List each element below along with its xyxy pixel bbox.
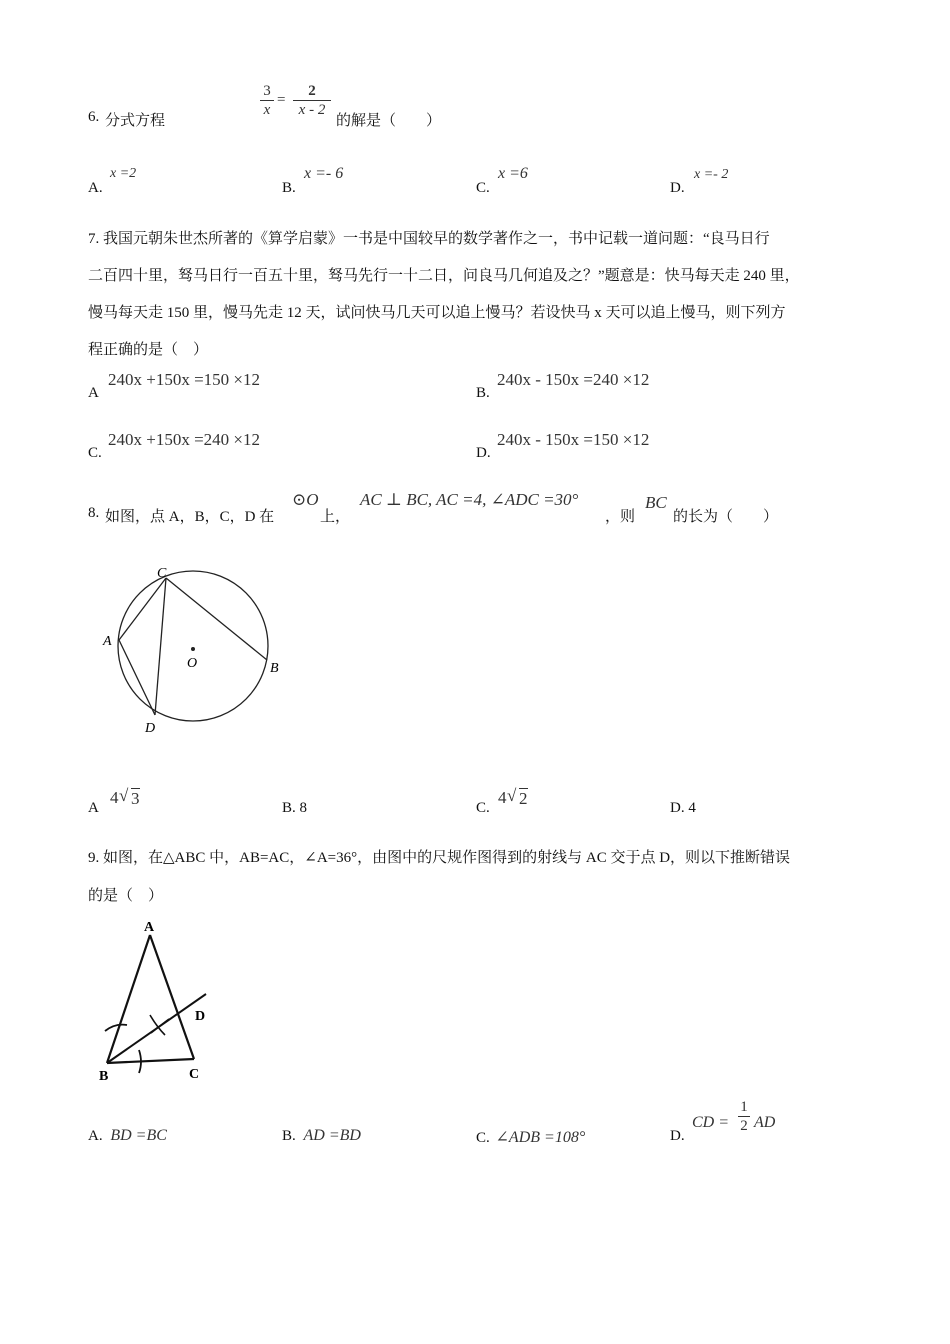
q9-option-a[interactable] <box>88 1127 167 1145</box>
q6-option-d-value: x =- 2 <box>694 167 729 182</box>
q7-option-a-value: 240x +150x =150 ×12 <box>108 370 261 389</box>
q6-option-d-label: D. <box>670 180 685 196</box>
q8-option-a-coef: 4 <box>110 788 119 807</box>
q9-line-2: 的是（ ） <box>88 888 164 904</box>
q6-option-a-label: A. <box>88 180 103 196</box>
q8-label-d: D <box>145 721 156 736</box>
q6-option-c-label: C. <box>476 180 490 196</box>
q9-option-c-label: C. <box>476 1130 490 1146</box>
q7-line-2: 二百四十里，驽马日行一百五十里，驽马先行一十二日，问良马几何追及之？”题意是：快马每天走 240 里， <box>88 268 800 284</box>
q9-option-d-lhs: CD = <box>692 1114 730 1131</box>
q7-option-d-label: D. <box>476 445 491 461</box>
q6-lhs-den: x <box>260 100 274 119</box>
q8-text-3: ，则 <box>605 509 636 525</box>
q7-line-3: 慢马每天走 150 里，慢马先走 12 天，试问快马几天可以追上慢马？若设快马 x 天可以追上慢马，则下列方 <box>88 305 786 321</box>
q9-option-a-value: BD =BC <box>110 1127 167 1144</box>
q6-lhs-fraction <box>260 82 274 119</box>
q8-option-a-radical: √ <box>119 786 129 805</box>
q7-option-b-label: B. <box>476 385 490 401</box>
q9-option-d-label: D. <box>670 1128 685 1144</box>
q8-label-o: O <box>187 656 198 671</box>
q9-label-a: A <box>144 920 155 935</box>
q9-option-d-num: 1 <box>738 1098 750 1117</box>
q8-option-c-radical: √ <box>507 786 517 805</box>
q8-segment-cb <box>166 578 267 660</box>
q9-side-bc <box>107 1059 194 1063</box>
q8-segment-cd <box>155 578 166 715</box>
q8-circle <box>118 571 268 721</box>
q8-option-c-radicand: 2 <box>519 789 528 808</box>
q9-option-c-value: ∠ADB =108° <box>495 1129 586 1146</box>
q7-option-b-value: 240x - 150x =240 ×12 <box>497 370 650 389</box>
q8-label-b: B <box>270 661 279 676</box>
q6-option-a-value: x =2 <box>110 166 137 181</box>
q6-text-before: 分式方程 <box>105 113 166 129</box>
q8-option-c-label: C. <box>476 800 490 816</box>
q8-option-c-coef: 4 <box>498 788 507 807</box>
q8-label-c: C <box>157 566 167 581</box>
q9-option-a-label: A. <box>88 1128 103 1144</box>
q9-label-b: B <box>99 1069 109 1084</box>
q7-option-c-label: C. <box>88 445 102 461</box>
q8-text-2: 上， <box>320 509 351 525</box>
q8-option-a-radicand: 3 <box>131 789 140 808</box>
q9-option-c[interactable] <box>476 1127 585 1147</box>
q9-option-b[interactable] <box>282 1127 361 1145</box>
q9-label-c: C <box>189 1067 200 1082</box>
q7-line-1: 7. 我国元朝朱世杰所著的《算学启蒙》一书是中国较早的数学著作之一，书中记载一道问题：“良马日行 <box>88 231 770 247</box>
q9-option-d-fraction <box>738 1098 750 1135</box>
q8-segment-ca <box>119 578 166 640</box>
q9-line-1: 9. 如图，在△ABC 中，AB=AC，∠A=36°，由图中的尺规作图得到的射线与 AC 交于点 D，则以下推断错误 <box>88 850 791 866</box>
q8-condition: AC ⊥ BC, AC =4, ∠ADC =30° <box>360 490 579 509</box>
q8-option-d-label: D. 4 <box>670 800 696 816</box>
q8-option-b-label: B. 8 <box>282 800 308 816</box>
q6-rhs-den: x - 2 <box>298 102 326 118</box>
q9-triangle-figure <box>95 915 225 1085</box>
q8-circle-o: ⊙O <box>292 490 319 509</box>
q6-option-b-label: B. <box>282 180 296 196</box>
q7-option-a-label: A <box>88 385 99 401</box>
q9-label-d: D <box>195 1009 206 1024</box>
q9-arc-ab <box>105 1025 127 1031</box>
q8-center-dot <box>191 647 195 651</box>
q8-circle-figure <box>95 560 295 740</box>
q8-text-4: 的长为（ ） <box>673 509 779 525</box>
q6-option-c-value: x =6 <box>498 165 528 182</box>
q9-side-ac <box>150 935 194 1059</box>
q6-eq-sign: = <box>277 92 286 108</box>
q6-rhs-fraction <box>293 82 331 119</box>
q7-line-4: 程正确的是（ ） <box>88 342 209 358</box>
q8-option-a-label: A <box>88 800 99 816</box>
q8-text-1: 如图，点 A，B，C，D 在 <box>105 509 275 525</box>
q7-option-d-value: 240x - 150x =150 ×12 <box>497 430 650 449</box>
q8-target-bc: BC <box>645 493 667 512</box>
q6-text-after: 的解是（ ） <box>336 113 442 129</box>
q8-label-a: A <box>103 634 112 649</box>
q6-rhs-num: 2 <box>293 82 331 101</box>
q8-number: 8. <box>88 505 100 521</box>
q6-number: 6. <box>88 109 100 125</box>
q9-option-d-rhs: AD <box>754 1114 776 1131</box>
q6-lhs-num: 3 <box>263 83 271 99</box>
q7-option-c-value: 240x +150x =240 ×12 <box>108 430 261 449</box>
q9-option-b-label: B. <box>282 1128 296 1144</box>
q9-side-ab <box>107 935 150 1063</box>
q9-option-d-den: 2 <box>740 1118 748 1134</box>
q9-option-b-value: AD =BD <box>303 1127 361 1144</box>
q6-option-b-value: x =- 6 <box>304 165 344 182</box>
